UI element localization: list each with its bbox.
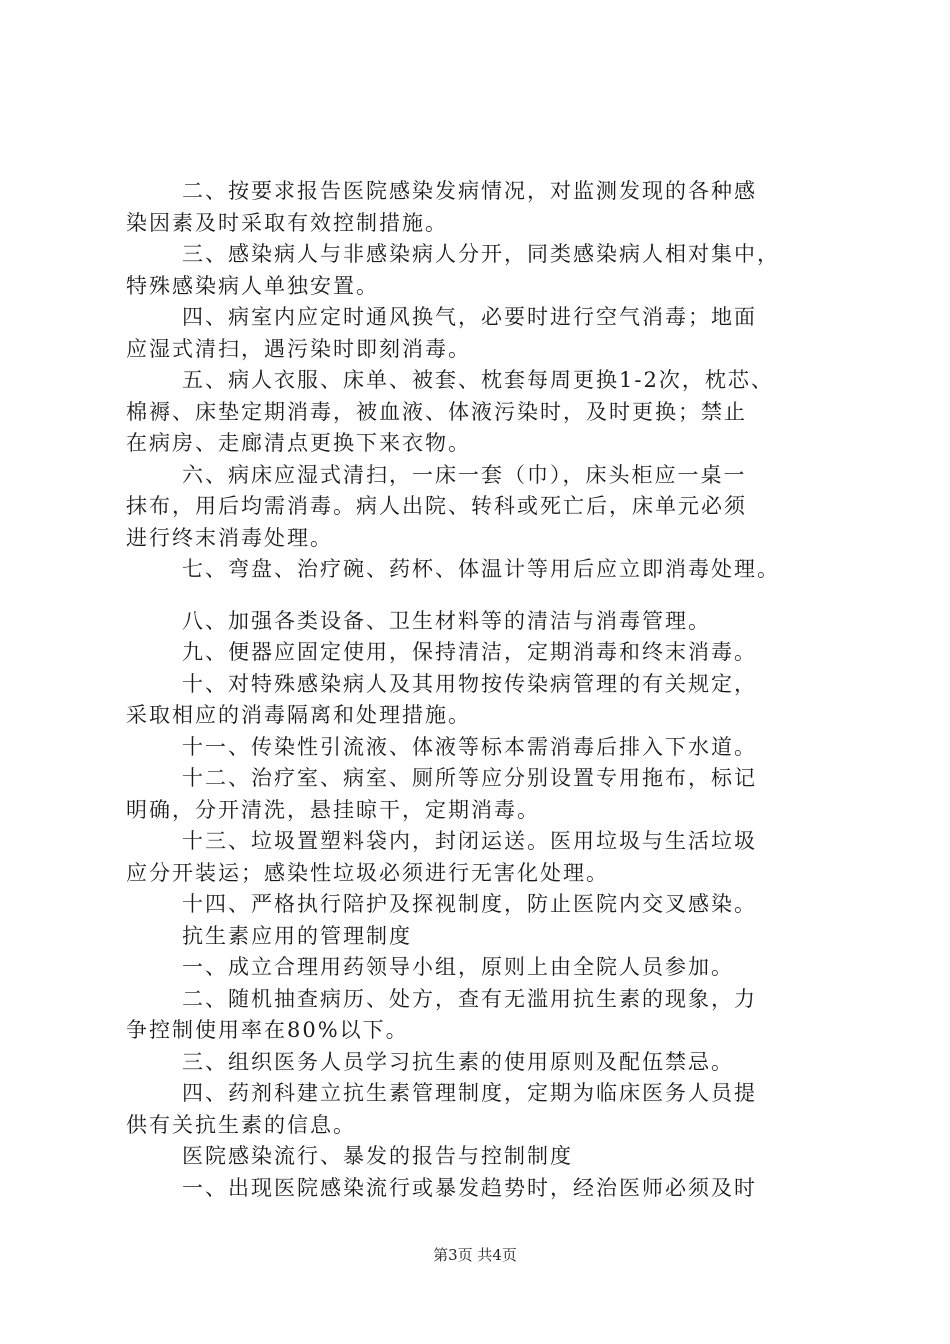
- text-line-content: 染因素及时采取有效控制措施。: [126, 210, 448, 235]
- text-line-content: 八、加强各类设备、卫生材料等的清洁与消毒管理。: [182, 608, 711, 633]
- text-line: [126, 889, 848, 921]
- text-line: [126, 1110, 848, 1142]
- text-line-content: 抗生素应用的管理制度: [182, 923, 412, 948]
- text-line-content: 抹布，用后均需消毒。病人出院、转科或死亡后，床单元必须: [126, 494, 747, 518]
- text-line-content: 七、弯盘、治疗碗、药杯、体温计等用后应立即消毒处理。: [182, 557, 780, 581]
- text-line-content: 十一、传染性引流液、体液等标本需消毒后排入下水道。: [182, 734, 757, 759]
- page-footer: 第3页 共4页: [433, 1246, 517, 1264]
- text-line-content: 医院感染流行、暴发的报告与控制制度: [182, 1144, 573, 1168]
- text-line-content: 应分开装运；感染性垃圾必须进行无害化处理。: [126, 860, 609, 885]
- text-line: [126, 365, 848, 397]
- text-line: [126, 606, 848, 638]
- text-line-content: 四、药剂科建立抗生素管理制度，定期为临床医务人员提: [182, 1081, 757, 1105]
- text-line: [126, 637, 848, 669]
- paragraph-gap: [126, 586, 848, 606]
- text-line: [126, 1173, 848, 1205]
- text-line: [126, 1015, 848, 1047]
- text-line: [126, 795, 848, 827]
- text-line: [126, 984, 848, 1016]
- text-line-content: 特殊感染病人单独安置。: [126, 273, 379, 298]
- text-line-content: 一、成立合理用药领导小组，原则上由全院人员参加。: [182, 955, 734, 979]
- text-line-content: 争控制使用率在80%以下。: [126, 1018, 409, 1042]
- text-line-content: 应湿式清扫，遇污染时即刻消毒。: [126, 336, 471, 361]
- text-line-content: 六、病床应湿式清扫，一床一套（巾），床头柜应一桌一: [182, 462, 747, 487]
- text-line: [126, 826, 848, 858]
- text-line-content: 五、病人衣服、床单、被套、枕套每周更换1-2次，枕芯、: [182, 368, 774, 392]
- text-line: [126, 669, 848, 701]
- text-line-content: 供有关抗生素的信息。: [126, 1112, 356, 1137]
- text-line: [126, 239, 848, 271]
- text-line-content: 进行终末消毒处理。: [126, 525, 333, 550]
- text-line: [126, 1047, 848, 1079]
- text-line: [126, 921, 848, 953]
- text-line-content: 四、病室内应定时通风换气，必要时进行空气消毒；地面: [182, 305, 757, 329]
- text-line: [126, 1078, 848, 1110]
- text-line-content: 在病房、走廊清点更换下来衣物。: [126, 431, 471, 455]
- text-line-content: 一、出现医院感染流行或暴发趋势时，经治医师必须及时: [182, 1175, 757, 1200]
- text-line-content: 十三、垃圾置塑料袋内，封闭运送。医用垃圾与生活垃圾: [182, 829, 757, 853]
- text-line-content: 三、感染病人与非感染病人分开，同类感染病人相对集中，: [182, 242, 780, 266]
- text-line: [126, 554, 848, 586]
- text-line: [126, 271, 848, 303]
- text-line: [126, 732, 848, 764]
- text-line: [126, 700, 848, 732]
- text-line: [126, 952, 848, 984]
- text-line-content: 棉褥、床垫定期消毒，被血液、体液污染时，及时更换；禁止: [126, 399, 747, 424]
- text-line: [126, 334, 848, 366]
- text-line: [126, 523, 848, 555]
- text-line-content: 十四、严格执行陪护及探视制度，防止医院内交叉感染。: [182, 892, 757, 916]
- text-line-content: 采取相应的消毒隔离和处理措施。: [126, 703, 471, 727]
- text-line: [126, 491, 848, 523]
- text-line-content: 九、便器应固定使用，保持清洁，定期消毒和终末消毒。: [182, 640, 757, 664]
- text-line-content: 明确，分开清洗，悬挂晾干，定期消毒。: [126, 797, 540, 822]
- text-line-content: 二、随机抽查病历、处方，查有无滥用抗生素的现象，力: [182, 986, 757, 1011]
- text-line: [126, 858, 848, 890]
- text-line: [126, 460, 848, 492]
- text-line: [126, 176, 848, 208]
- text-line: [126, 397, 848, 429]
- text-line: [126, 763, 848, 795]
- text-line-content: 十二、治疗室、病室、厕所等应分别设置专用拖布，标记: [182, 766, 757, 790]
- document-body: [126, 176, 848, 1204]
- text-line: [126, 208, 848, 240]
- text-line: [126, 428, 848, 460]
- text-line: [126, 302, 848, 334]
- text-line-content: 十、对特殊感染病人及其用物按传染病管理的有关规定，: [182, 671, 757, 696]
- text-line: [126, 1141, 848, 1173]
- text-line-content: 二、按要求报告医院感染发病情况，对监测发现的各种感: [182, 179, 757, 203]
- text-line-content: 三、组织医务人员学习抗生素的使用原则及配伍禁忌。: [182, 1049, 734, 1074]
